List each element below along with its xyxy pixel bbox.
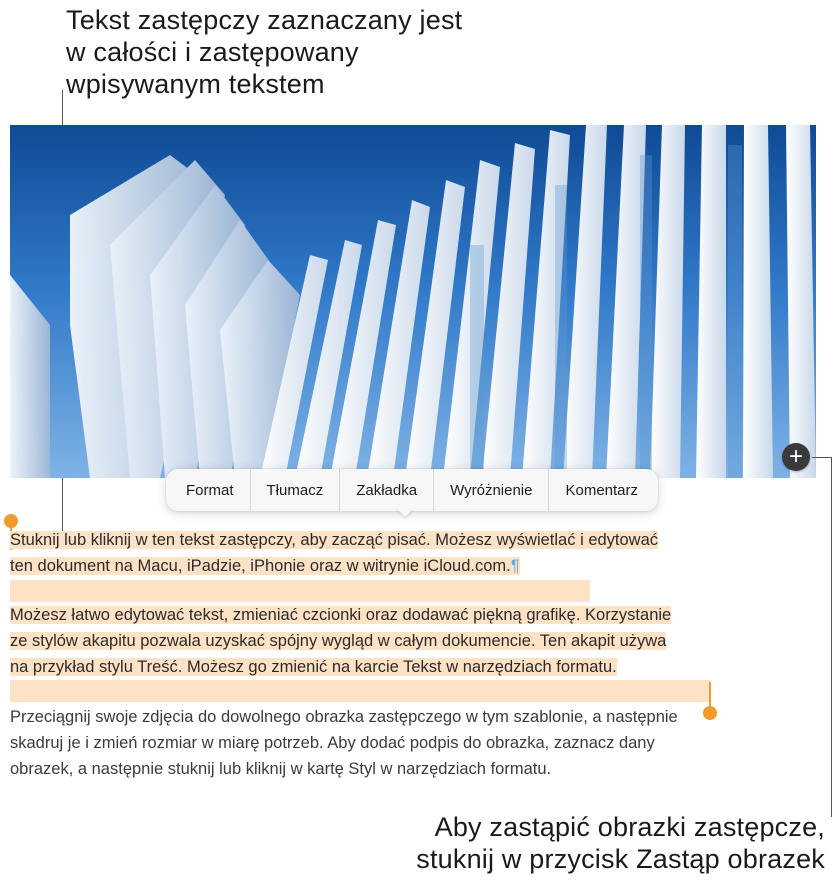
replace-image-button[interactable] [782,443,810,471]
menu-item-bookmark[interactable]: Zakładka [340,469,434,511]
text-line: skadruj je i zmień rozmiar w miarę potrzeb. Aby dodać podpis do obrazka, zaznacz dany [10,734,655,752]
paragraph-3[interactable] [10,704,800,782]
selection-tail [10,680,710,702]
context-menu-pointer [396,508,414,517]
leader-line-bottom-h [812,457,832,458]
placeholder-image[interactable] [10,125,816,478]
text-line: na przykład stylu Treść. Możesz go zmienić na karcie Tekst w narzędziach formatu. [10,658,617,676]
text-line: Przeciągnij swoje zdjęcia do dowolnego obrazka zastępczego w tym szablonie, a następnie [10,708,678,726]
callout-line: Aby zastąpić obrazki zastępcze, [434,812,825,842]
callout-line: stuknij w przycisk Zastąp obrazek [416,844,825,874]
menu-item-highlight[interactable]: Wyróżnienie [434,469,549,511]
text-line: ze stylów akapitu pozwala uzyskać spójny wygląd w całym dokumencie. Ten akapit używa [10,632,667,650]
leader-line-bottom-v [831,457,832,817]
menu-item-comment[interactable]: Komentarz [565,481,639,499]
pilcrow-mark: ¶ [510,557,520,575]
context-menu [166,469,658,511]
menu-item-translate[interactable]: Tłumacz [251,469,341,511]
selection-gap [10,580,590,602]
text-line: ten dokument na Macu, iPadzie, iPhonie oraz w witrynie iCloud.com. [10,557,511,575]
paragraph-1[interactable] [10,527,800,579]
architecture-photo [10,125,816,478]
plus-icon: + [788,443,803,470]
menu-item-format[interactable]: Format [170,469,251,511]
callout-replace-image [305,811,825,875]
text-line: Stuknij lub kliknij w ten tekst zastępczy, aby zacząć pisać. Możesz wyświetlać i edytować [10,531,659,549]
paragraph-2[interactable] [10,602,800,680]
callout-placeholder-text: Tekst zastępczy zaznaczany jest w całości i zastępowany wpisywanym tekstem [66,5,463,99]
text-line: Możesz łatwo edytować tekst, zmieniać czcionki oraz dodawać piękną grafikę. Korzystanie [10,606,672,624]
text-line: obrazek, a następnie stuknij lub kliknij w kartę Styl w narzędziach formatu. [10,760,552,778]
